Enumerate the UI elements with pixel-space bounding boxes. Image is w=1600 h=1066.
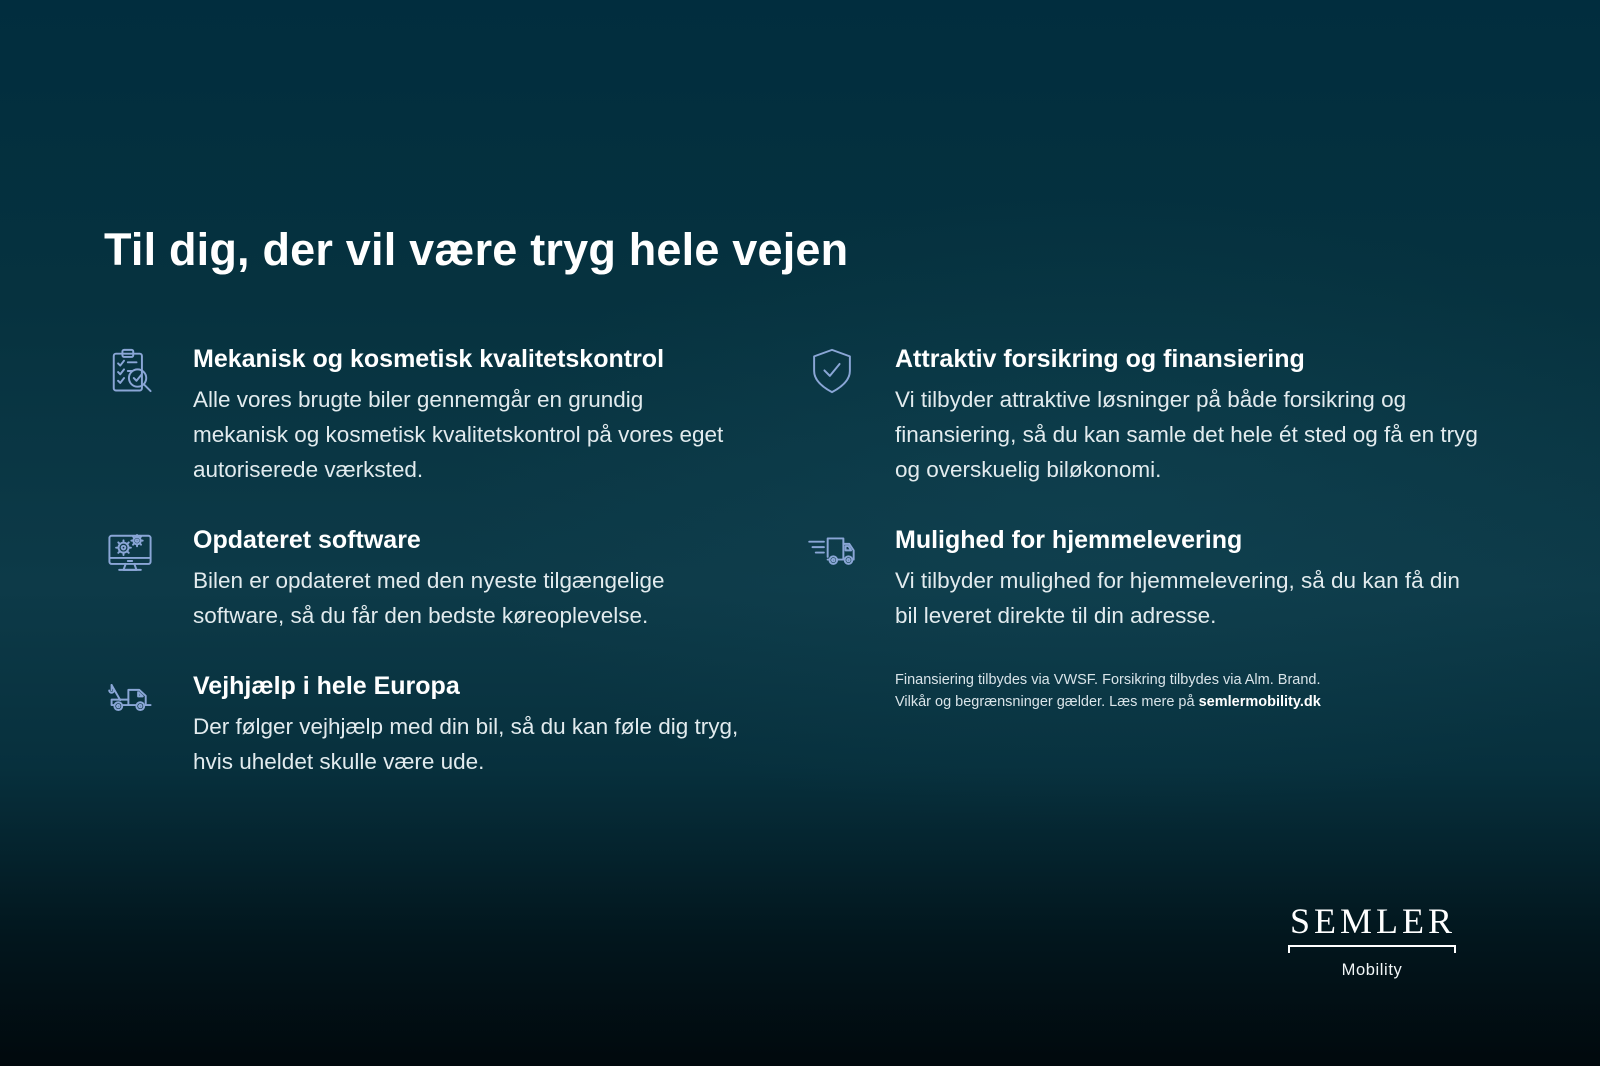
feature-text xyxy=(193,523,741,633)
feature-body: Vi tilbyder mulighed for hjemmelevering, så du kan få din bil leveret direkte til din adresse. xyxy=(895,568,1460,628)
feature-quality-control xyxy=(104,342,754,487)
disclaimer-line2-text: Vilkår og begrænsninger gælder. Læs mere på xyxy=(895,694,1199,710)
logo-division-label: Mobility xyxy=(1341,961,1403,979)
features-column-right xyxy=(806,342,1486,713)
feature-heading: Opdateret software xyxy=(193,526,421,554)
disclaimer-line1: Finansiering tilbydes via VWSF. Forsikring tilbydes via Alm. Brand. xyxy=(895,672,1321,688)
disclaimer xyxy=(895,669,1486,713)
feature-text xyxy=(193,669,741,779)
feature-heading: Vejhjælp i hele Europa xyxy=(193,672,460,700)
feature-text xyxy=(895,523,1483,633)
page-title: Til dig, der vil være tryg hele vejen xyxy=(104,224,849,276)
feature-text xyxy=(193,342,741,487)
features-column-left xyxy=(104,342,754,779)
feature-heading: Mulighed for hjemmelevering xyxy=(895,526,1243,554)
monitor-gears-icon xyxy=(104,526,156,578)
feature-home-delivery xyxy=(806,523,1486,633)
feature-heading: Attraktiv forsikring og finansiering xyxy=(895,345,1305,373)
feature-body: Alle vores brugte biler gennemgår en grundig mekanisk og kosmetisk kvalitetskontrol på vores eget autoriserede værksted. xyxy=(193,387,724,482)
logo-rule xyxy=(1288,945,1456,953)
disclaimer-line2 xyxy=(895,691,1486,713)
disclaimer-website: semlermobility.dk xyxy=(1198,694,1321,710)
shield-check-icon xyxy=(806,345,858,397)
feature-body: Vi tilbyder attraktive løsninger på både forsikring og finansiering, så du kan samle det hele ét sted og få en tryg og overskuelig biløkonomi. xyxy=(895,387,1478,482)
logo-brand-wordmark: SEMLER xyxy=(1289,901,1456,941)
feature-body: Der følger vejhjælp med din bil, så du kan føle dig tryg, hvis uheldet skulle være ude. xyxy=(193,714,739,774)
feature-body: Bilen er opdateret med den nyeste tilgængelige software, så du får den bedste køreoplevelse. xyxy=(193,568,665,628)
feature-roadside-assistance xyxy=(104,669,754,779)
feature-heading: Mekanisk og kosmetisk kvalitetskontrol xyxy=(193,345,665,373)
semler-mobility-logo xyxy=(1288,901,1456,980)
delivery-truck-icon xyxy=(806,526,858,578)
clipboard-inspection-icon xyxy=(104,345,156,397)
feature-insurance-financing xyxy=(806,342,1486,487)
feature-software xyxy=(104,523,754,633)
tow-truck-icon xyxy=(104,672,156,724)
feature-text xyxy=(895,342,1483,487)
